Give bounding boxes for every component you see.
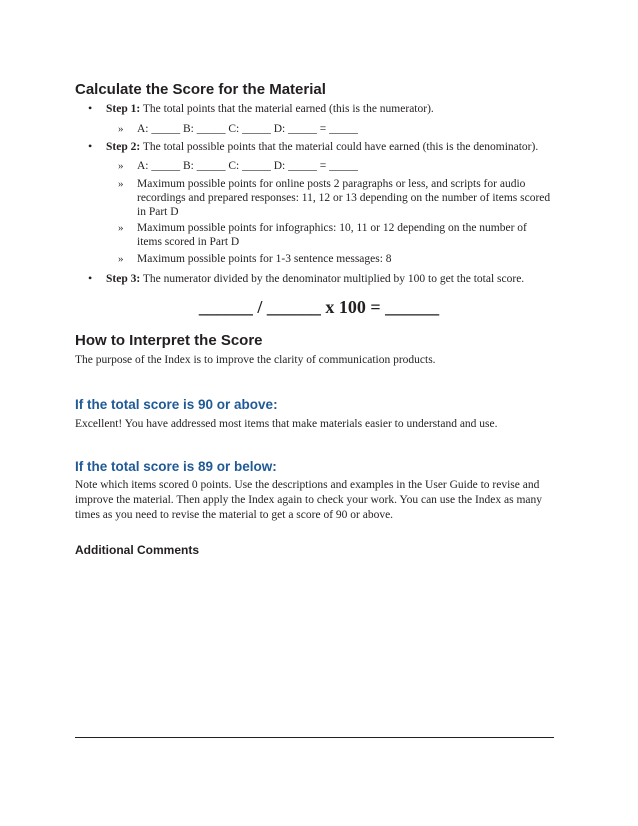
step-3 [106, 272, 556, 287]
interpret-intro: The purpose of the Index is to improve the clarity of communication products. [75, 354, 436, 366]
high-score-heading: If the total score is 90 or above: [75, 397, 278, 412]
step-1 [106, 102, 556, 117]
bullet-icon: • [88, 101, 93, 115]
sub-bullet-icon: » [118, 178, 124, 190]
step-1-text: The total points that the material earned (this is the numerator). [140, 103, 434, 115]
step-3-text: The numerator divided by the denominator multiplied by 100 to get the total score. [140, 273, 525, 285]
sub-bullet-icon: » [118, 123, 124, 135]
step-2-fill-line: A: _____ B: _____ C: _____ D: _____ = _____ [137, 160, 358, 172]
bullet-icon: • [88, 139, 93, 153]
step-3-label: Step 3: [106, 273, 141, 285]
high-score-text: Excellent! You have addressed most items that make materials easier to understand and use. [75, 418, 498, 430]
comments-rule [75, 737, 554, 738]
interpret-score-heading: How to Interpret the Score [75, 332, 263, 349]
step-1-fill-line: A: _____ B: _____ C: _____ D: _____ = _____ [137, 123, 358, 135]
max-points-online: Maximum possible points for online posts 2 paragraphs or less, and scripts for audio recordings and prepared responses: 11, 12 or 13 depending on the number of items scored in Part D [137, 178, 551, 218]
step-2-label: Step 2: [106, 141, 141, 153]
calculate-score-heading: Calculate the Score for the Material [75, 81, 326, 98]
low-score-heading: If the total score is 89 or below: [75, 459, 277, 474]
bullet-icon: • [88, 271, 93, 285]
score-formula: ______ / ______ x 100 = ______ [198, 297, 440, 317]
step-1-label: Step 1: [106, 103, 141, 115]
sub-bullet-icon: » [118, 253, 124, 265]
step-2-text: The total possible points that the material could have earned (this is the denominator). [140, 141, 539, 153]
sub-bullet-icon: » [118, 160, 124, 172]
max-points-infographics: Maximum possible points for infographics: 10, 11 or 12 depending on the number of items scored in Part D [137, 222, 527, 248]
low-score-text: Note which items scored 0 points. Use the descriptions and examples in the User Guide to revise and improve the material. Then apply the Index again to check your work. You can use the Index as many times as you need to revise the material to get a score of 90 or above. [75, 479, 543, 521]
additional-comments-heading: Additional Comments [75, 543, 200, 557]
step-2 [106, 140, 556, 155]
sub-bullet-icon: » [118, 222, 124, 234]
max-points-messages: Maximum possible points for 1-3 sentence messages: 8 [137, 253, 392, 265]
